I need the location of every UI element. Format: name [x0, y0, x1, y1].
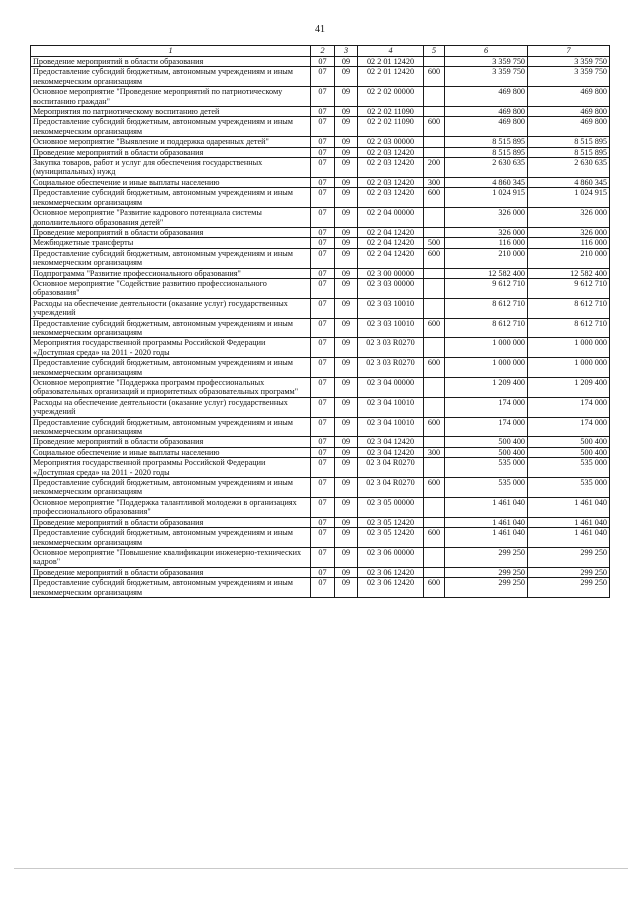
row-target-article-cell: 02 2 01 12420: [358, 57, 424, 67]
row-amount-1-cell: 2 630 635: [445, 158, 528, 178]
row-target-article-cell: 02 3 03 R0270: [358, 358, 424, 378]
row-subsection-cell: 09: [335, 208, 358, 228]
row-section-cell: 07: [311, 117, 335, 137]
table-row: [31, 547, 610, 567]
row-subsection-cell: 09: [335, 57, 358, 67]
table-row: [31, 67, 610, 87]
table-row: [31, 278, 610, 298]
table-row: [31, 227, 610, 237]
row-name-cell: Предоставление субсидий бюджетным, автономным учреждениям и иным некоммерческим организациям: [31, 417, 311, 437]
row-subsection-cell: 09: [335, 268, 358, 278]
row-expense-type-cell: [424, 227, 445, 237]
row-expense-type-cell: [424, 378, 445, 398]
row-amount-2-cell: 8 612 710: [528, 298, 610, 318]
row-name-cell: Проведение мероприятий в области образования: [31, 437, 311, 447]
row-subsection-cell: 09: [335, 188, 358, 208]
row-target-article-cell: 02 3 04 12420: [358, 447, 424, 457]
table-row: [31, 528, 610, 548]
column-header-amount-2: 7: [528, 46, 610, 57]
table-row: [31, 358, 610, 378]
row-section-cell: 07: [311, 338, 335, 358]
row-name-cell: Предоставление субсидий бюджетным, автономным учреждениям и иным некоммерческим организациям: [31, 478, 311, 498]
row-section-cell: 07: [311, 158, 335, 178]
row-section-cell: 07: [311, 298, 335, 318]
row-amount-2-cell: 469 800: [528, 107, 610, 117]
row-expense-type-cell: 500: [424, 238, 445, 248]
row-amount-1-cell: 1 209 400: [445, 378, 528, 398]
row-section-cell: 07: [311, 578, 335, 598]
row-amount-2-cell: 326 000: [528, 208, 610, 228]
row-amount-1-cell: 299 250: [445, 578, 528, 598]
table-row: [31, 117, 610, 137]
row-target-article-cell: 02 2 03 12420: [358, 188, 424, 208]
row-section-cell: 07: [311, 497, 335, 517]
row-subsection-cell: 09: [335, 478, 358, 498]
row-subsection-cell: 09: [335, 378, 358, 398]
row-subsection-cell: 09: [335, 497, 358, 517]
row-subsection-cell: 09: [335, 318, 358, 338]
table-row: [31, 458, 610, 478]
row-amount-1-cell: 1 024 915: [445, 188, 528, 208]
row-amount-1-cell: 8 612 710: [445, 318, 528, 338]
row-section-cell: 07: [311, 478, 335, 498]
row-section-cell: 07: [311, 137, 335, 147]
row-amount-1-cell: 116 000: [445, 238, 528, 248]
row-amount-1-cell: 326 000: [445, 208, 528, 228]
row-expense-type-cell: [424, 208, 445, 228]
row-name-cell: Предоставление субсидий бюджетным, автономным учреждениям и иным некоммерческим организациям: [31, 318, 311, 338]
row-name-cell: Проведение мероприятий в области образования: [31, 57, 311, 67]
row-amount-2-cell: 535 000: [528, 458, 610, 478]
row-section-cell: 07: [311, 547, 335, 567]
row-target-article-cell: 02 3 03 00000: [358, 278, 424, 298]
row-expense-type-cell: 300: [424, 177, 445, 187]
row-name-cell: Основное мероприятие "Выявление и поддержка одаренных детей": [31, 137, 311, 147]
row-amount-2-cell: 4 860 345: [528, 177, 610, 187]
row-subsection-cell: 09: [335, 137, 358, 147]
row-subsection-cell: 09: [335, 517, 358, 527]
row-subsection-cell: 09: [335, 547, 358, 567]
table-row: [31, 397, 610, 417]
page-number: 41: [315, 24, 325, 35]
row-expense-type-cell: [424, 107, 445, 117]
row-subsection-cell: 09: [335, 87, 358, 107]
row-name-cell: Мероприятия государственной программы Российской Федерации «Доступная среда» на 2011 - 2020 годы: [31, 458, 311, 478]
row-target-article-cell: 02 3 00 00000: [358, 268, 424, 278]
row-section-cell: 07: [311, 107, 335, 117]
table-row: [31, 417, 610, 437]
row-expense-type-cell: [424, 517, 445, 527]
row-name-cell: Проведение мероприятий в области образования: [31, 147, 311, 157]
row-amount-2-cell: 1 461 040: [528, 528, 610, 548]
row-subsection-cell: 09: [335, 298, 358, 318]
row-section-cell: 07: [311, 268, 335, 278]
row-amount-1-cell: 210 000: [445, 248, 528, 268]
row-target-article-cell: 02 3 03 10010: [358, 298, 424, 318]
row-amount-1-cell: 8 515 895: [445, 137, 528, 147]
table-row: [31, 188, 610, 208]
row-name-cell: Межбюджетные трансферты: [31, 238, 311, 248]
row-amount-2-cell: 469 800: [528, 87, 610, 107]
row-amount-1-cell: 535 000: [445, 458, 528, 478]
row-expense-type-cell: 600: [424, 248, 445, 268]
row-target-article-cell: 02 3 05 12420: [358, 528, 424, 548]
row-amount-1-cell: 1 000 000: [445, 358, 528, 378]
row-target-article-cell: 02 3 06 12420: [358, 578, 424, 598]
row-subsection-cell: 09: [335, 107, 358, 117]
row-name-cell: Предоставление субсидий бюджетным, автономным учреждениям и иным некоммерческим организациям: [31, 188, 311, 208]
row-amount-1-cell: 469 800: [445, 117, 528, 137]
row-subsection-cell: 09: [335, 338, 358, 358]
row-amount-2-cell: 8 515 895: [528, 147, 610, 157]
row-expense-type-cell: [424, 298, 445, 318]
row-amount-2-cell: 1 461 040: [528, 517, 610, 527]
table-row: [31, 137, 610, 147]
row-expense-type-cell: 600: [424, 528, 445, 548]
row-amount-1-cell: 1 461 040: [445, 497, 528, 517]
table-row: [31, 578, 610, 598]
row-amount-2-cell: 8 515 895: [528, 137, 610, 147]
row-amount-1-cell: 299 250: [445, 547, 528, 567]
row-expense-type-cell: 600: [424, 478, 445, 498]
row-amount-2-cell: 116 000: [528, 238, 610, 248]
row-subsection-cell: 09: [335, 177, 358, 187]
row-expense-type-cell: [424, 567, 445, 577]
row-name-cell: Проведение мероприятий в области образования: [31, 227, 311, 237]
row-target-article-cell: 02 3 05 12420: [358, 517, 424, 527]
row-expense-type-cell: [424, 147, 445, 157]
row-target-article-cell: 02 2 02 11090: [358, 117, 424, 137]
row-target-article-cell: 02 2 01 12420: [358, 67, 424, 87]
row-amount-2-cell: 1 461 040: [528, 497, 610, 517]
row-name-cell: Основное мероприятие "Поддержка талантливой молодежи в организациях профессионального образования": [31, 497, 311, 517]
row-amount-2-cell: 3 359 750: [528, 67, 610, 87]
row-amount-2-cell: 500 400: [528, 447, 610, 457]
row-amount-2-cell: 2 630 635: [528, 158, 610, 178]
table-row: [31, 298, 610, 318]
row-expense-type-cell: [424, 278, 445, 298]
row-expense-type-cell: [424, 338, 445, 358]
row-name-cell: Проведение мероприятий в области образования: [31, 567, 311, 577]
row-section-cell: 07: [311, 238, 335, 248]
row-subsection-cell: 09: [335, 158, 358, 178]
row-amount-1-cell: 1 461 040: [445, 528, 528, 548]
table-row: [31, 447, 610, 457]
row-expense-type-cell: 600: [424, 318, 445, 338]
row-name-cell: Основное мероприятие "Повышение квалификации инженерно-технических кадров": [31, 547, 311, 567]
row-section-cell: 07: [311, 248, 335, 268]
row-amount-1-cell: 9 612 710: [445, 278, 528, 298]
row-amount-1-cell: 174 000: [445, 417, 528, 437]
row-expense-type-cell: 600: [424, 188, 445, 208]
table-row: [31, 57, 610, 67]
row-section-cell: 07: [311, 278, 335, 298]
row-section-cell: 07: [311, 188, 335, 208]
row-target-article-cell: 02 3 04 10010: [358, 417, 424, 437]
row-target-article-cell: 02 3 04 00000: [358, 378, 424, 398]
row-subsection-cell: 09: [335, 278, 358, 298]
row-name-cell: Социальное обеспечение и иные выплаты населению: [31, 447, 311, 457]
row-subsection-cell: 09: [335, 578, 358, 598]
row-target-article-cell: 02 2 03 12420: [358, 158, 424, 178]
row-subsection-cell: 09: [335, 567, 358, 577]
row-target-article-cell: 02 3 04 R0270: [358, 478, 424, 498]
row-expense-type-cell: [424, 547, 445, 567]
row-expense-type-cell: [424, 497, 445, 517]
row-subsection-cell: 09: [335, 447, 358, 457]
row-section-cell: 07: [311, 397, 335, 417]
row-amount-1-cell: 4 860 345: [445, 177, 528, 187]
row-amount-2-cell: 1 024 915: [528, 188, 610, 208]
row-name-cell: Проведение мероприятий в области образования: [31, 517, 311, 527]
row-section-cell: 07: [311, 87, 335, 107]
row-expense-type-cell: [424, 268, 445, 278]
row-section-cell: 07: [311, 57, 335, 67]
row-section-cell: 07: [311, 318, 335, 338]
column-header-amount-1: 6: [445, 46, 528, 57]
table-row: [31, 87, 610, 107]
row-name-cell: Предоставление субсидий бюджетным, автономным учреждениям и иным некоммерческим организациям: [31, 67, 311, 87]
row-section-cell: 07: [311, 517, 335, 527]
row-section-cell: 07: [311, 358, 335, 378]
row-expense-type-cell: 600: [424, 358, 445, 378]
column-header-name: 1: [31, 46, 311, 57]
column-header-expense-type: 5: [424, 46, 445, 57]
row-amount-2-cell: 1 000 000: [528, 358, 610, 378]
row-name-cell: Предоставление субсидий бюджетным, автономным учреждениям и иным некоммерческим организациям: [31, 117, 311, 137]
row-amount-2-cell: 299 250: [528, 547, 610, 567]
table-row: [31, 517, 610, 527]
table-row: [31, 338, 610, 358]
row-amount-1-cell: 469 800: [445, 87, 528, 107]
row-section-cell: 07: [311, 567, 335, 577]
row-amount-2-cell: 299 250: [528, 567, 610, 577]
row-amount-1-cell: 174 000: [445, 397, 528, 417]
table-row: [31, 437, 610, 447]
row-amount-2-cell: 12 582 400: [528, 268, 610, 278]
row-subsection-cell: 09: [335, 528, 358, 548]
row-amount-2-cell: 1 000 000: [528, 338, 610, 358]
row-amount-1-cell: 1 000 000: [445, 338, 528, 358]
row-target-article-cell: 02 3 06 00000: [358, 547, 424, 567]
row-amount-1-cell: 3 359 750: [445, 57, 528, 67]
table-body: [31, 57, 610, 598]
row-target-article-cell: 02 3 03 R0270: [358, 338, 424, 358]
row-name-cell: Предоставление субсидий бюджетным, автономным учреждениям и иным некоммерческим организациям: [31, 248, 311, 268]
row-name-cell: Социальное обеспечение и иные выплаты населению: [31, 177, 311, 187]
row-amount-2-cell: 9 612 710: [528, 278, 610, 298]
table-row: [31, 177, 610, 187]
row-amount-1-cell: 1 461 040: [445, 517, 528, 527]
row-expense-type-cell: [424, 137, 445, 147]
row-target-article-cell: 02 2 04 12420: [358, 238, 424, 248]
row-subsection-cell: 09: [335, 417, 358, 437]
table-row: [31, 268, 610, 278]
row-amount-1-cell: 12 582 400: [445, 268, 528, 278]
row-section-cell: 07: [311, 528, 335, 548]
row-name-cell: Основное мероприятие "Развитие кадрового потенциала системы дополнительного образования детей": [31, 208, 311, 228]
row-target-article-cell: 02 2 02 00000: [358, 87, 424, 107]
row-name-cell: Мероприятия по патриотическому воспитанию детей: [31, 107, 311, 117]
row-target-article-cell: 02 3 04 R0270: [358, 458, 424, 478]
column-header-subsection: 3: [335, 46, 358, 57]
row-expense-type-cell: [424, 397, 445, 417]
row-amount-2-cell: 326 000: [528, 227, 610, 237]
table-row: [31, 497, 610, 517]
row-name-cell: Мероприятия государственной программы Российской Федерации «Доступная среда» на 2011 - 2020 годы: [31, 338, 311, 358]
row-subsection-cell: 09: [335, 358, 358, 378]
row-subsection-cell: 09: [335, 238, 358, 248]
row-target-article-cell: 02 2 03 12420: [358, 177, 424, 187]
row-amount-2-cell: 500 400: [528, 437, 610, 447]
row-section-cell: 07: [311, 147, 335, 157]
row-name-cell: Основное мероприятие "Содействие развитию профессионального образования": [31, 278, 311, 298]
row-section-cell: 07: [311, 458, 335, 478]
table-row: [31, 208, 610, 228]
row-subsection-cell: 09: [335, 248, 358, 268]
table-row: [31, 147, 610, 157]
row-section-cell: 07: [311, 67, 335, 87]
row-section-cell: 07: [311, 378, 335, 398]
row-name-cell: Расходы на обеспечение деятельности (оказание услуг) государственных учреждений: [31, 298, 311, 318]
row-name-cell: Предоставление субсидий бюджетным, автономным учреждениям и иным некоммерческим организациям: [31, 358, 311, 378]
row-subsection-cell: 09: [335, 147, 358, 157]
row-amount-1-cell: 8 612 710: [445, 298, 528, 318]
row-subsection-cell: 09: [335, 437, 358, 447]
row-amount-2-cell: 174 000: [528, 417, 610, 437]
row-section-cell: 07: [311, 177, 335, 187]
table-row: [31, 248, 610, 268]
table-row: [31, 238, 610, 248]
table-row: [31, 378, 610, 398]
row-amount-2-cell: 535 000: [528, 478, 610, 498]
row-name-cell: Основное мероприятие "Проведение мероприятий по патриотическому воспитанию граждан": [31, 87, 311, 107]
row-expense-type-cell: [424, 458, 445, 478]
table-row: [31, 567, 610, 577]
row-subsection-cell: 09: [335, 458, 358, 478]
row-amount-2-cell: 210 000: [528, 248, 610, 268]
column-header-target-article: 4: [358, 46, 424, 57]
row-expense-type-cell: 600: [424, 67, 445, 87]
row-amount-1-cell: 469 800: [445, 107, 528, 117]
row-target-article-cell: 02 2 04 12420: [358, 248, 424, 268]
row-target-article-cell: 02 3 06 12420: [358, 567, 424, 577]
row-expense-type-cell: [424, 57, 445, 67]
row-subsection-cell: 09: [335, 117, 358, 137]
row-name-cell: Закупка товаров, работ и услуг для обеспечения государственных (муниципальных) нужд: [31, 158, 311, 178]
row-target-article-cell: 02 2 02 11090: [358, 107, 424, 117]
row-subsection-cell: 09: [335, 67, 358, 87]
row-amount-2-cell: 469 800: [528, 117, 610, 137]
row-section-cell: 07: [311, 417, 335, 437]
table-row: [31, 158, 610, 178]
row-name-cell: Основное мероприятие "Поддержка программ профессиональных образовательных организаций и приоритетных образовательных программ": [31, 378, 311, 398]
row-amount-1-cell: 299 250: [445, 567, 528, 577]
row-amount-2-cell: 174 000: [528, 397, 610, 417]
row-amount-2-cell: 3 359 750: [528, 57, 610, 67]
row-subsection-cell: 09: [335, 397, 358, 417]
row-section-cell: 07: [311, 208, 335, 228]
row-expense-type-cell: 200: [424, 158, 445, 178]
row-amount-2-cell: 1 209 400: [528, 378, 610, 398]
row-amount-2-cell: 299 250: [528, 578, 610, 598]
row-amount-1-cell: 500 400: [445, 447, 528, 457]
page-bottom-rule: [14, 868, 628, 869]
row-target-article-cell: 02 3 04 12420: [358, 437, 424, 447]
table-row: [31, 318, 610, 338]
row-expense-type-cell: 600: [424, 117, 445, 137]
table-row: [31, 478, 610, 498]
row-target-article-cell: 02 3 04 10010: [358, 397, 424, 417]
row-amount-1-cell: 3 359 750: [445, 67, 528, 87]
row-expense-type-cell: 600: [424, 578, 445, 598]
row-name-cell: Расходы на обеспечение деятельности (оказание услуг) государственных учреждений: [31, 397, 311, 417]
row-amount-1-cell: 535 000: [445, 478, 528, 498]
row-section-cell: 07: [311, 227, 335, 237]
table-header-row: [31, 46, 610, 57]
row-target-article-cell: 02 2 03 00000: [358, 137, 424, 147]
row-name-cell: Подпрограмма "Развитие профессионального образования": [31, 268, 311, 278]
row-name-cell: Предоставление субсидий бюджетным, автономным учреждениям и иным некоммерческим организациям: [31, 578, 311, 598]
row-amount-1-cell: 326 000: [445, 227, 528, 237]
row-amount-1-cell: 8 515 895: [445, 147, 528, 157]
row-target-article-cell: 02 3 05 00000: [358, 497, 424, 517]
budget-table: [30, 45, 610, 598]
row-target-article-cell: 02 2 04 12420: [358, 227, 424, 237]
row-target-article-cell: 02 2 04 00000: [358, 208, 424, 228]
row-target-article-cell: 02 2 03 12420: [358, 147, 424, 157]
row-expense-type-cell: [424, 437, 445, 447]
row-section-cell: 07: [311, 447, 335, 457]
row-subsection-cell: 09: [335, 227, 358, 237]
table-row: [31, 107, 610, 117]
row-amount-1-cell: 500 400: [445, 437, 528, 447]
column-header-section: 2: [311, 46, 335, 57]
row-target-article-cell: 02 3 03 10010: [358, 318, 424, 338]
row-section-cell: 07: [311, 437, 335, 447]
row-amount-2-cell: 8 612 710: [528, 318, 610, 338]
row-expense-type-cell: 600: [424, 417, 445, 437]
row-expense-type-cell: [424, 87, 445, 107]
row-expense-type-cell: 300: [424, 447, 445, 457]
row-name-cell: Предоставление субсидий бюджетным, автономным учреждениям и иным некоммерческим организациям: [31, 528, 311, 548]
